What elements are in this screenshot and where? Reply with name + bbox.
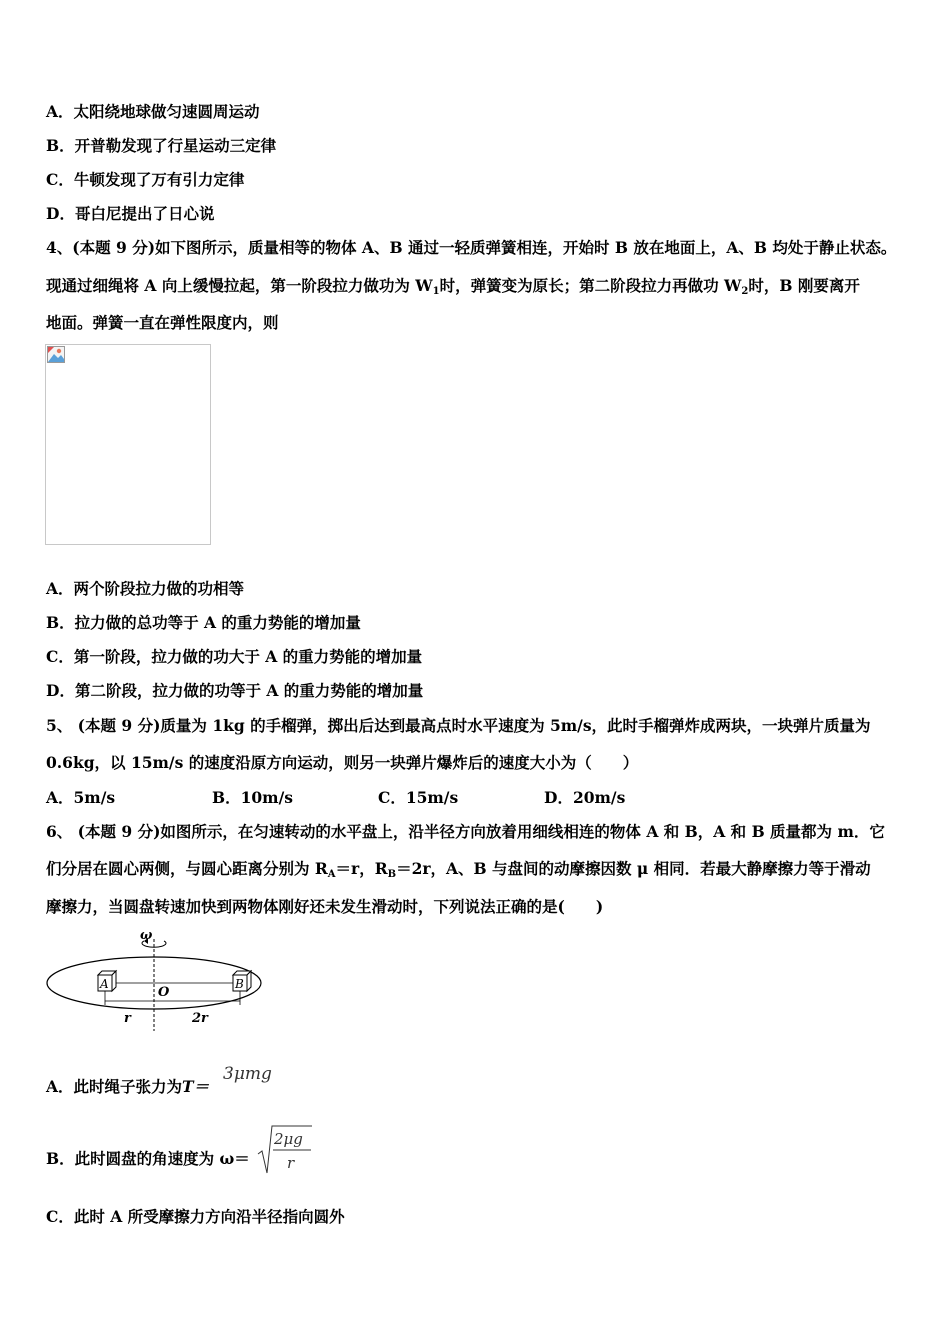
block-b-side bbox=[247, 971, 251, 991]
q5-option-a: A．5m/s bbox=[46, 788, 116, 807]
sqrt-denominator: r bbox=[287, 1154, 295, 1172]
omega-label: ω bbox=[140, 928, 153, 943]
label-2r: 2r bbox=[192, 1011, 208, 1026]
q5-option-d: D．20m/s bbox=[544, 788, 626, 807]
q4-figure-placeholder bbox=[45, 344, 211, 545]
q6-disk-figure bbox=[44, 925, 274, 1035]
q4-stem-line3: 地面。弹簧一直在弹性限度内，则 bbox=[46, 313, 279, 332]
label-r: r bbox=[124, 1011, 131, 1026]
broken-image-icon bbox=[47, 346, 65, 363]
label-a: A bbox=[100, 977, 109, 991]
q6-stem-line2: 们分居在圆心两侧，与圆心距离分别为 $R_A=r$，$R_B=2r$，A、B 与盘间的动摩擦因数 μ 相同．若最大静摩擦力等于滑动 bbox=[46, 859, 871, 880]
q3-option-a: A．太阳绕地球做匀速圆周运动 bbox=[46, 102, 260, 121]
q6-option-a: A．此时绳子张力为T＝ bbox=[46, 1077, 210, 1096]
q5-stem-line2: 0.6kg，以 15m/s 的速度沿原方向运动，则另一块弹片爆炸后的速度大小为（ ） bbox=[46, 753, 639, 772]
q5-options bbox=[46, 788, 625, 808]
q3-option-c: C．牛顿发现了万有引力定律 bbox=[46, 170, 245, 189]
q5-option-c: C．15m/s bbox=[378, 788, 459, 807]
q4-option-b: B．拉力做的总功等于 A 的重力势能的增加量 bbox=[46, 613, 361, 632]
q4-option-c: C．第一阶段，拉力做的功大于 A 的重力势能的增加量 bbox=[46, 647, 423, 666]
q6-option-b: B．此时圆盘的角速度为 ω＝ bbox=[46, 1149, 250, 1168]
q4-stem-line1: 4、(本题 9 分)如下图所示，质量相等的物体 A、B 通过一轻质弹簧相连，开始时 B 放在地面上，A、B 均处于静止状态。 bbox=[46, 238, 897, 257]
label-o: O bbox=[158, 985, 170, 1000]
q3-option-b: B．开普勒发现了行星运动三定律 bbox=[46, 136, 277, 155]
q6-stem-line3: 摩擦力，当圆盘转速加快到两物体刚好还未发生滑动时，下列说法正确的是( ) bbox=[46, 897, 604, 916]
label-b: B bbox=[235, 977, 244, 991]
q5-stem-line1: 5、 (本题 9 分)质量为 1kg 的手榴弹，掷出后达到最高点时水平速度为 5m/s，此时手榴弹炸成两块，一块弹片质量为 bbox=[46, 716, 871, 735]
q4-stem-line2: 现通过细绳将 A 向上缓慢拉起，第一阶段拉力做功为 $W_1$时，弹簧变为原长；第二阶段拉力再做功 $W_2$时，B 刚要离开 bbox=[46, 276, 860, 297]
sqrt-numerator: 2μg bbox=[274, 1130, 303, 1148]
q6-option-c: C．此时 A 所受摩擦力方向沿半径指向圆外 bbox=[46, 1207, 345, 1226]
q5-option-b: B．10m/s bbox=[212, 788, 293, 807]
q4-option-a: A．两个阶段拉力做的功相等 bbox=[46, 579, 245, 598]
q6-option-a-formula: 3μmg bbox=[223, 1064, 272, 1084]
q6-option-b-sqrt-formula bbox=[257, 1124, 313, 1176]
q3-option-d: D．哥白尼提出了日心说 bbox=[46, 204, 215, 223]
block-a-side bbox=[112, 971, 116, 991]
q6-stem-line1: 6、 (本题 9 分)如图所示，在匀速转动的水平盘上，沿半径方向放着用细线相连的物体 A 和 B，A 和 B 质量都为 m．它 bbox=[46, 822, 885, 841]
q4-option-d: D．第二阶段，拉力做的功等于 A 的重力势能的增加量 bbox=[46, 681, 424, 700]
